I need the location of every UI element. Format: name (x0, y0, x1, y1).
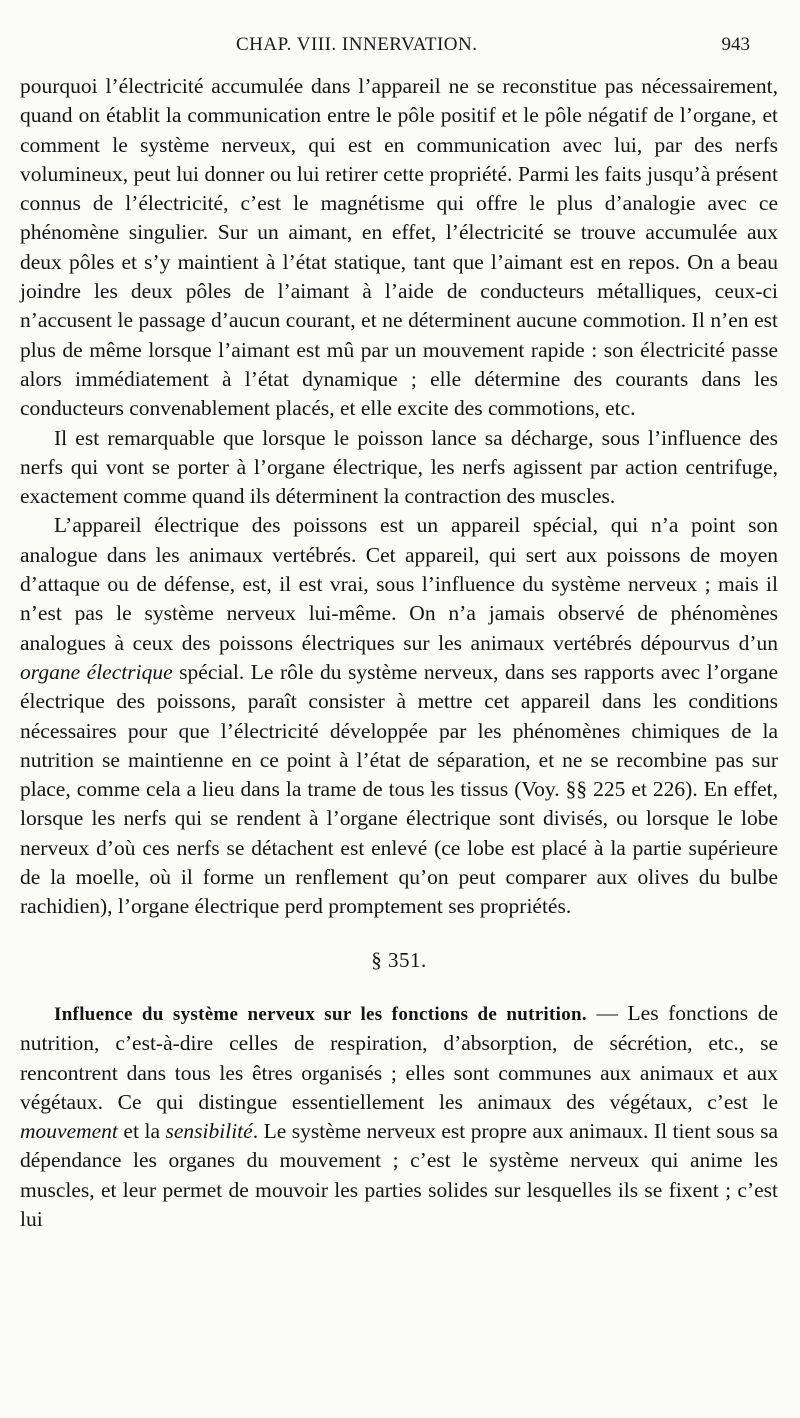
page-number: 943 (721, 34, 750, 55)
paragraph-text: — Les fonctions de nutrition, c’est-à-dire celles de respiration, d’absorption, de sécrétion, etc., se rencontrent dans tous les êtres organisés ; elles sont communes aux animaux et aux végétaux. Ce qui distingue essentiellement les animaux des végétaux, c’est le (20, 1000, 778, 1114)
paragraph-text: spécial. Le rôle du système nerveux, dans ses rapports avec l’organe électrique des poissons, paraît consister à mettre cet appareil dans les conditions nécessaires pour que l’électricité développée par les phénomènes chimiques de la nutrition se maintienne en ce point à l’état de séparation, et ne se recombine pas sur place, comme cela a lieu dans la trame de tous les tissus (Voy. §§ 225 et 226). En effet, lorsque les nerfs qui se rendent à l’organe électrique sont divisés, ou lorsque le lobe nerveux d’où ces nerfs se détachent est enlevé (ce lobe est placé à la partie supérieure de la moelle, où il forme un renflement qu’on peut comparer aux olives du bulbe rachidien), l’organe électrique perd promptement ses propriétés. (20, 659, 778, 919)
section-number: § 351. (371, 947, 427, 972)
paragraph-text: et la (117, 1119, 166, 1144)
italic-term: organe électrique (20, 659, 173, 684)
italic-term: mouvement (20, 1119, 118, 1144)
body-text (20, 72, 778, 1234)
running-head: CHAP. VIII. INNERVATION. (236, 34, 478, 55)
section-run-in-title: Influence du système nerveux sur les fonctions de nutrition. (54, 1003, 587, 1025)
paragraph-electric-apparatus (20, 511, 778, 921)
page-header (0, 30, 800, 62)
paragraph-nutrition-functions (20, 999, 778, 1234)
paragraph-text: . Le système nerveux est propre aux animaux. Il tient sous sa dépendance les organes du mouvement ; c’est le système nerveux qui anime les muscles, et leur permet de mouvoir les parties solides sur lesquelles ils se fixent ; c’est lui (20, 1119, 778, 1231)
paragraph-centrifugal-action: Il est remarquable que lorsque le poisson lance sa décharge, sous l’influence des nerfs qui vont se porter à l’organe électrique, les nerfs agissent par action centrifuge, exactement comme quand ils déterminent la contraction des muscles. (20, 425, 778, 509)
italic-term: sensibilité (165, 1119, 253, 1144)
paragraph-continuation: pourquoi l’électricité accumulée dans l’appareil ne se reconstitue pas nécessairement, quand on établit la communication entre le pôle positif et le pôle négatif de l’organe, et comment le système nerveux, qui est en communication avec lui, par des nerfs volumineux, peut lui donner ou lui retirer cette propriété. Parmi les faits jusqu’à présent connus de l’électricité, c’est le magnétisme qui offre le plus d’analogie avec ce phénomène singulier. Sur un aimant, en effet, l’électricité se trouve accumulée aux deux pôles et s’y maintient à l’état statique, tant que l’aimant est en repos. On a beau joindre les deux pôles de l’aimant à l’aide de conducteurs métalliques, ceux-ci n’accusent le passage d’aucun courant, et ne déterminent aucune commotion. Il n’en est plus de même lorsque l’aimant est mû par un mouvement rapide : son électricité passe alors immédiatement à l’état dynamique ; elle détermine des courants dans les conducteurs convenablement placés, et elle excite des commotions, etc. (20, 74, 778, 421)
paragraph-text: L’appareil électrique des poissons est un appareil spécial, qui n’a point son analogue dans les animaux vertébrés. Cet appareil, qui sert aux poissons de moyen d’attaque ou de défense, est, il est vrai, sous l’influence du système nerveux ; mais il n’est pas le système nerveux lui-même. On n’a jamais observé de phénomènes analogues à ceux des poissons électriques sur les animaux vertébrés dépourvus d’un (20, 513, 778, 655)
